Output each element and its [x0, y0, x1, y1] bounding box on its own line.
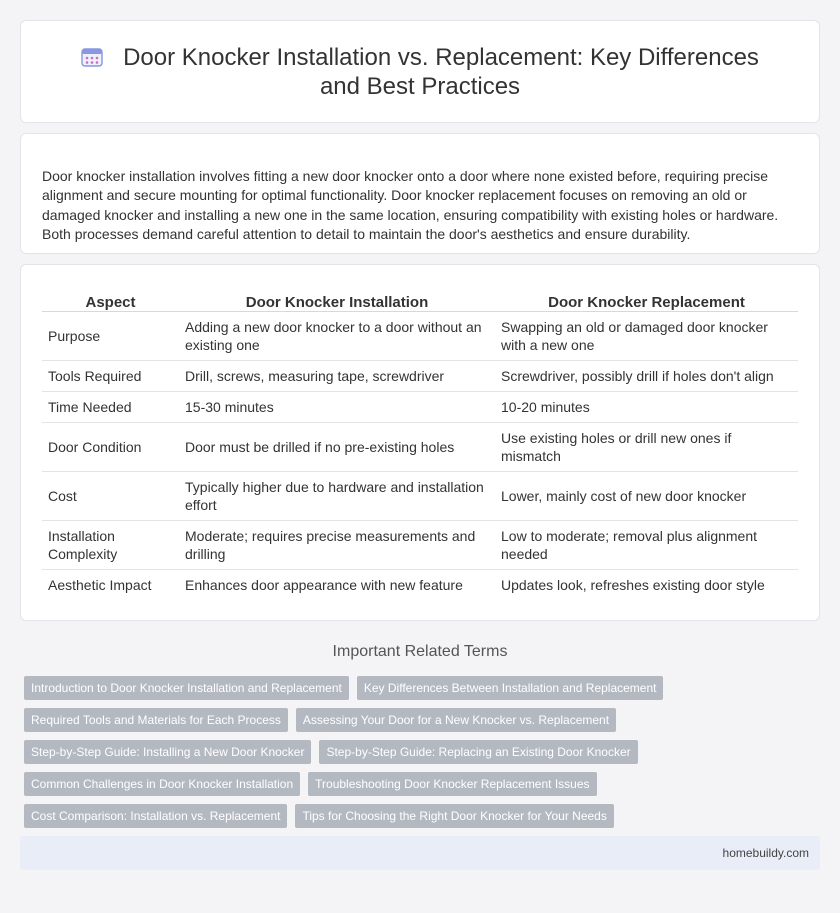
table-cell: Tools Required	[42, 360, 179, 391]
table-row	[42, 471, 798, 520]
table-cell: Use existing holes or drill new ones if mismatch	[495, 422, 798, 471]
table-cell: 10-20 minutes	[495, 391, 798, 422]
tag-row	[24, 708, 820, 732]
table-cell: Moderate; requires precise measurements and drilling	[179, 520, 495, 569]
table-cell: Installation Complexity	[42, 520, 179, 569]
comparison-table	[42, 289, 798, 600]
table-row	[42, 569, 798, 600]
related-terms-tags	[20, 676, 820, 828]
calendar-icon	[81, 47, 103, 67]
related-term-tag[interactable]: Step-by-Step Guide: Replacing an Existing Door Knocker	[319, 740, 637, 764]
table-cell: Purpose	[42, 311, 179, 360]
tag-row	[24, 740, 820, 764]
comparison-table-card	[20, 264, 820, 621]
title-card	[20, 20, 820, 123]
related-term-tag[interactable]: Common Challenges in Door Knocker Installation	[24, 772, 300, 796]
related-term-tag[interactable]: Cost Comparison: Installation vs. Replacement	[24, 804, 287, 828]
tag-row	[24, 772, 820, 796]
table-cell: Adding a new door knocker to a door without an existing one	[179, 311, 495, 360]
table-cell: Low to moderate; removal plus alignment needed	[495, 520, 798, 569]
table-cell: Door Condition	[42, 422, 179, 471]
related-terms-section	[20, 643, 820, 828]
related-term-tag[interactable]: Required Tools and Materials for Each Process	[24, 708, 288, 732]
table-cell: Cost	[42, 471, 179, 520]
table-cell: 15-30 minutes	[179, 391, 495, 422]
table-cell: Door must be drilled if no pre-existing holes	[179, 422, 495, 471]
related-terms-title: Important Related Terms	[332, 643, 508, 660]
intro-card	[20, 133, 820, 254]
footer	[20, 836, 820, 870]
table-cell: Screwdriver, possibly drill if holes don't align	[495, 360, 798, 391]
page-title	[61, 43, 779, 101]
table-row	[42, 311, 798, 360]
table-cell: Lower, mainly cost of new door knocker	[495, 471, 798, 520]
table-cell: Swapping an old or damaged door knocker with a new one	[495, 311, 798, 360]
footer-site-link[interactable]: homebuildy.com	[722, 846, 809, 860]
intro-paragraph: Door knocker installation involves fitting a new door knocker onto a door where none existed before, requiring precise alignment and secure mounting for optimal functionality. Door knocker replacement focuses on removing an old or damaged knocker and installing a new one in the same location, ensuring compatibility with existing holes or hardware. Both processes demand careful attention to detail to maintain the door's aesthetics and ensure durability.	[42, 168, 779, 242]
tag-row	[24, 676, 820, 700]
related-term-tag[interactable]: Step-by-Step Guide: Installing a New Door Knocker	[24, 740, 311, 764]
table-row	[42, 422, 798, 471]
table-header-replacement: Door Knocker Replacement	[495, 289, 798, 311]
title-wrap	[61, 43, 779, 101]
table-cell: Enhances door appearance with new feature	[185, 576, 463, 593]
related-term-tag[interactable]: Tips for Choosing the Right Door Knocker for Your Needs	[295, 804, 613, 828]
related-term-tag[interactable]: Troubleshooting Door Knocker Replacement Issues	[308, 772, 596, 796]
table-row	[42, 391, 798, 422]
table-cell: Time Needed	[42, 391, 179, 422]
related-term-tag[interactable]: Assessing Your Door for a New Knocker vs. Replacement	[296, 708, 616, 732]
related-term-tag[interactable]: Introduction to Door Knocker Installation and Replacement	[24, 676, 349, 700]
table-row	[42, 360, 798, 391]
table-header-installation: Door Knocker Installation	[179, 289, 495, 311]
table-cell: Updates look, refreshes existing door style	[501, 576, 765, 593]
table-cell: Aesthetic Impact	[48, 576, 152, 593]
related-term-tag[interactable]: Key Differences Between Installation and Replacement	[357, 676, 664, 700]
table-cell: Typically higher due to hardware and installation effort	[179, 471, 495, 520]
tag-row	[24, 804, 820, 828]
table-header-aspect: Aspect	[42, 289, 179, 311]
page-title-text: Door Knocker Installation vs. Replacement: Key Differences and Best Practices	[123, 43, 759, 100]
table-cell: Drill, screws, measuring tape, screwdriver	[179, 360, 495, 391]
table-row	[42, 520, 798, 569]
table-header-row	[42, 289, 798, 311]
